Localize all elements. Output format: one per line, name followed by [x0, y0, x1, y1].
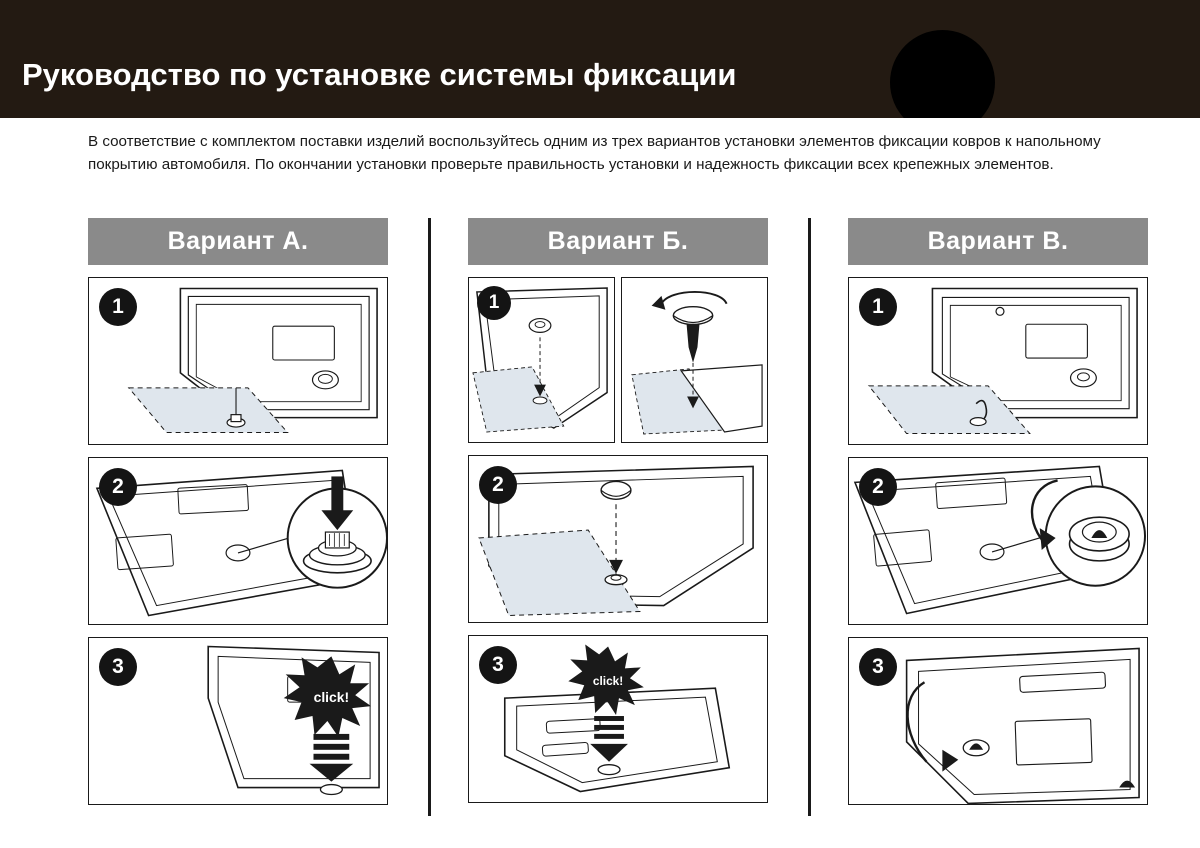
variant-a-title: Вариант А.	[88, 218, 388, 265]
variant-b-step-1-right-illustration	[622, 278, 767, 442]
column-divider-2	[808, 218, 811, 816]
variant-c-title: Вариант В.	[848, 218, 1148, 265]
variant-b-step-2-panel	[468, 455, 768, 623]
variant-c-column	[848, 218, 1148, 805]
variant-c-step-2-panel	[848, 457, 1148, 625]
variant-b-title: Вариант Б.	[468, 218, 768, 265]
variant-c-step-3-panel	[848, 637, 1148, 805]
decorative-blob	[890, 30, 995, 118]
variant-c-step-1-badge: 1	[859, 288, 897, 326]
variant-b-step-1-right	[621, 277, 768, 443]
variant-b-step-1-badge: 1	[477, 286, 511, 320]
column-divider-1	[428, 218, 431, 816]
variant-c-step-3-badge: 3	[859, 648, 897, 686]
variant-b-column	[468, 218, 768, 803]
click-label: click!	[592, 674, 624, 689]
variant-a-step-2-badge: 2	[99, 468, 137, 506]
variant-b-step-1-panel	[468, 277, 768, 443]
variant-a-step-3-badge: 3	[99, 648, 137, 686]
variant-a-step-1-panel	[88, 277, 388, 445]
variant-b-step-3-panel	[468, 635, 768, 803]
page-title: Руководство по установке системы фиксации	[22, 57, 737, 92]
variant-b-step-2-badge: 2	[479, 466, 517, 504]
variant-a-step-3-panel	[88, 637, 388, 805]
intro-paragraph: В соответствие с комплектом поставки изделий воспользуйтесь одним из трех вариантов установки элементов фиксации ковров к напольному покрытию автомобиля. По окончании установки проверьте правильность установки и надежность фиксации всех крепежных элементов.	[88, 133, 1101, 173]
variant-c-step-1-panel	[848, 277, 1148, 445]
page-header	[0, 0, 1200, 118]
variants-container	[0, 218, 1200, 818]
variant-b-step-3-badge: 3	[479, 646, 517, 684]
variant-b-step-1-left	[468, 277, 615, 443]
variant-a-column	[88, 218, 388, 805]
variant-c-step-2-badge: 2	[859, 468, 897, 506]
variant-a-step-2-panel	[88, 457, 388, 625]
variant-a-step-1-badge: 1	[99, 288, 137, 326]
click-label: click!	[313, 689, 350, 706]
